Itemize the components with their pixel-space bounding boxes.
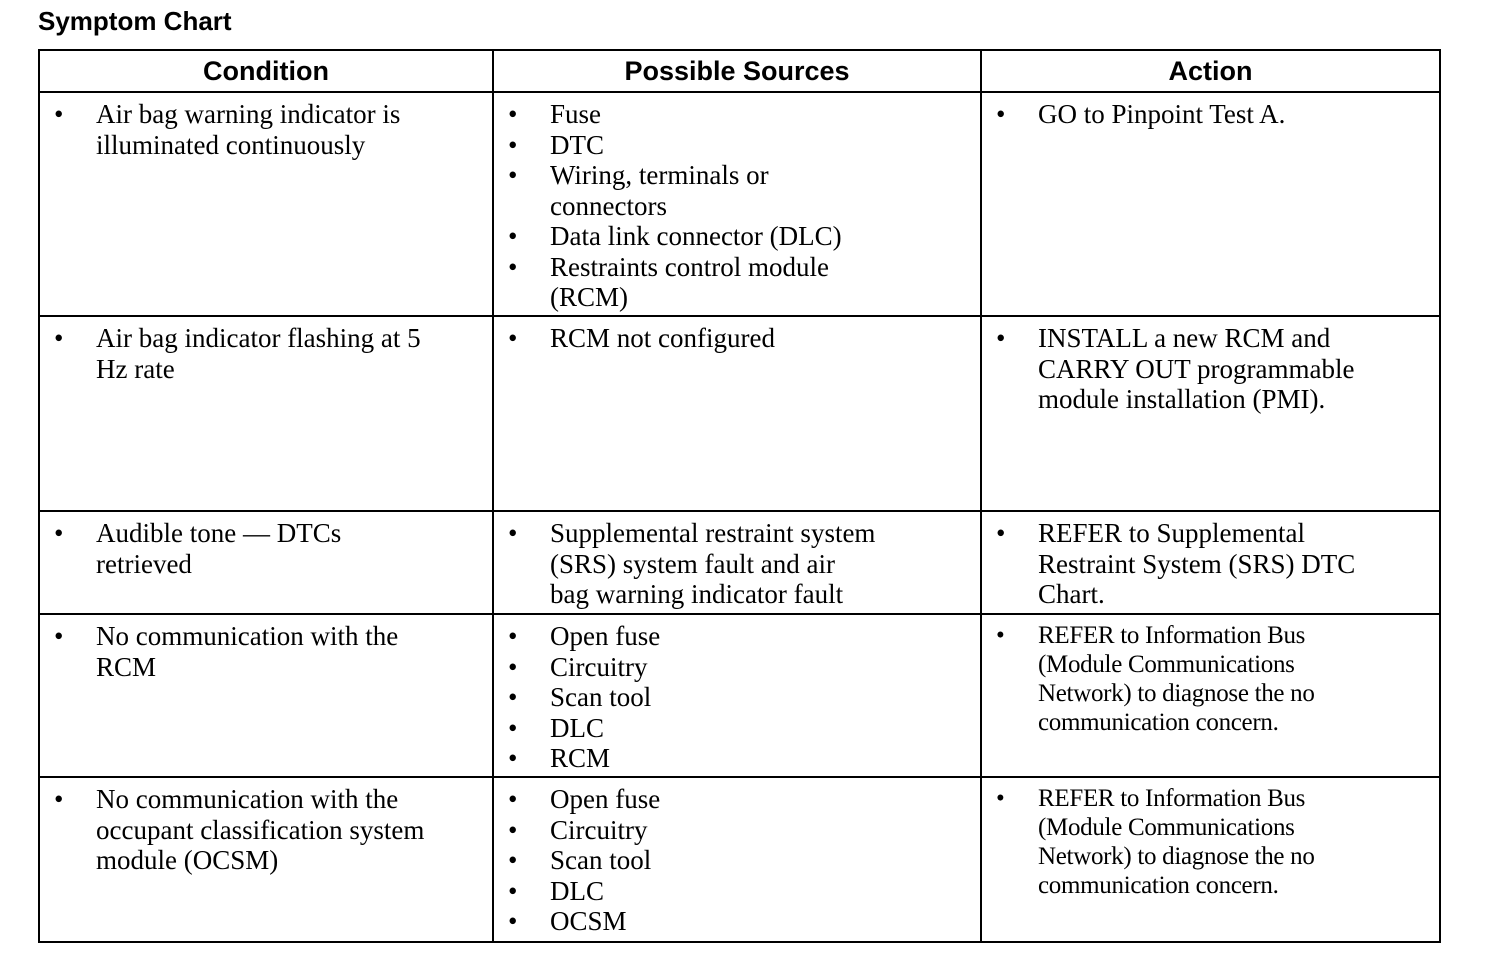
- sources-cell: [493, 316, 981, 511]
- list-item: [982, 323, 1439, 415]
- action-list: [982, 784, 1439, 900]
- action-cell: [981, 92, 1440, 316]
- bullet-icon: •: [54, 99, 64, 129]
- list-item: [494, 743, 980, 774]
- action-list: [982, 621, 1439, 737]
- bullet-icon: •: [996, 518, 1006, 548]
- list-item-text: Restraints control module (RCM): [550, 251, 829, 312]
- bullet-icon: •: [996, 99, 1006, 129]
- table-header-row: [39, 50, 1440, 92]
- list-item: [494, 784, 980, 815]
- list-item-text: REFER to Information Bus (Module Communications Network) to diagnose the no communication concern.: [1038, 785, 1315, 899]
- header-action: Action: [981, 50, 1440, 92]
- condition-list: [40, 323, 492, 384]
- bullet-icon: •: [508, 221, 518, 251]
- list-item: [40, 518, 492, 579]
- condition-cell: [39, 777, 493, 942]
- list-item: [494, 682, 980, 713]
- list-item: [494, 876, 980, 907]
- list-item-text: Open fuse: [550, 784, 661, 814]
- action-list: [982, 323, 1439, 415]
- bullet-icon: •: [508, 814, 518, 845]
- table-row: [39, 316, 1440, 511]
- sources-cell: [493, 511, 981, 614]
- bullet-icon: •: [508, 845, 518, 875]
- header-condition: Condition: [39, 50, 493, 92]
- condition-list: [40, 518, 492, 579]
- list-item: [494, 99, 980, 130]
- bullet-icon: •: [508, 129, 518, 160]
- sources-list: [494, 518, 980, 610]
- action-cell: [981, 777, 1440, 942]
- list-item-text: Fuse: [550, 99, 602, 129]
- sources-cell: [493, 614, 981, 777]
- sources-list: [494, 99, 980, 313]
- list-item: [494, 621, 980, 652]
- list-item-text: Wiring, terminals or connectors: [550, 160, 769, 221]
- list-item-text: Scan tool: [550, 845, 652, 875]
- list-item: [494, 252, 980, 313]
- list-item-text: Air bag indicator flashing at 5 Hz rate: [96, 323, 421, 384]
- table-row: [39, 614, 1440, 777]
- header-possible-sources: Possible Sources: [493, 50, 981, 92]
- action-cell: [981, 511, 1440, 614]
- list-item: [982, 99, 1439, 130]
- sources-list: [494, 323, 980, 354]
- condition-list: [40, 99, 492, 160]
- list-item-text: Circuitry: [550, 651, 648, 682]
- list-item: [40, 621, 492, 682]
- list-item: [494, 323, 980, 354]
- action-cell: [981, 316, 1440, 511]
- action-list: [982, 99, 1439, 130]
- list-item-text: No communication with the RCM: [96, 621, 399, 682]
- bullet-icon: •: [508, 518, 518, 548]
- bullet-icon: •: [508, 906, 518, 936]
- bullet-icon: •: [54, 323, 64, 353]
- list-item: [40, 323, 492, 384]
- list-item-text: RCM: [550, 743, 611, 773]
- bullet-icon: •: [54, 518, 64, 548]
- bullet-icon: •: [996, 323, 1006, 353]
- table-row: [39, 777, 1440, 942]
- list-item-text: DTC: [550, 129, 604, 160]
- list-item: [494, 713, 980, 744]
- list-item: [494, 160, 980, 221]
- bullet-icon: •: [508, 323, 518, 353]
- list-item: [40, 99, 492, 160]
- list-item-text: INSTALL a new RCM and CARRY OUT programmable module installation (PMI).: [1038, 323, 1355, 414]
- sources-cell: [493, 92, 981, 316]
- symptom-chart-table: [38, 49, 1441, 943]
- list-item-text: Data link connector (DLC): [550, 221, 842, 251]
- list-item-text: No communication with the occupant classification system module (OCSM): [96, 784, 425, 875]
- list-item: [982, 621, 1439, 737]
- list-item-text: Open fuse: [550, 621, 661, 651]
- list-item: [982, 518, 1439, 610]
- bullet-icon: •: [508, 743, 518, 773]
- list-item-text: REFER to Information Bus (Module Communications Network) to diagnose the no communication concern.: [1038, 622, 1315, 736]
- list-item-text: DLC: [550, 712, 604, 743]
- sources-cell: [493, 777, 981, 942]
- action-list: [982, 518, 1439, 610]
- list-item-text: RCM not configured: [550, 323, 775, 353]
- bullet-icon: •: [508, 784, 518, 814]
- list-item-text: Audible tone — DTCs retrieved: [96, 518, 342, 579]
- bullet-icon: •: [508, 712, 518, 743]
- condition-cell: [39, 92, 493, 316]
- page-title: Symptom Chart: [38, 6, 232, 36]
- list-item: [494, 845, 980, 876]
- list-item-text: Air bag warning indicator is illuminated continuously: [96, 99, 401, 160]
- bullet-icon: •: [996, 622, 1005, 649]
- list-item-text: Supplemental restraint system (SRS) system fault and air bag warning indicator fault: [550, 518, 876, 609]
- list-item-text: Circuitry: [550, 814, 648, 845]
- condition-list: [40, 621, 492, 682]
- list-item: [494, 221, 980, 252]
- list-item: [40, 784, 492, 876]
- condition-cell: [39, 511, 493, 614]
- list-item: [494, 815, 980, 846]
- table-row: [39, 92, 1440, 316]
- list-item-text: Scan tool: [550, 682, 652, 712]
- table-row: [39, 511, 1440, 614]
- list-item-text: DLC: [550, 875, 604, 906]
- list-item: [494, 906, 980, 937]
- list-item-text: OCSM: [550, 906, 627, 936]
- bullet-icon: •: [508, 621, 518, 651]
- bullet-icon: •: [996, 785, 1005, 812]
- bullet-icon: •: [508, 875, 518, 906]
- bullet-icon: •: [54, 621, 64, 651]
- list-item: [982, 784, 1439, 900]
- condition-cell: [39, 316, 493, 511]
- list-item-text: GO to Pinpoint Test A.: [1038, 99, 1286, 129]
- bullet-icon: •: [508, 160, 518, 190]
- list-item: [494, 518, 980, 610]
- bullet-icon: •: [508, 682, 518, 712]
- sources-list: [494, 621, 980, 774]
- sources-list: [494, 784, 980, 937]
- condition-cell: [39, 614, 493, 777]
- list-item: [494, 652, 980, 683]
- list-item-text: REFER to Supplemental Restraint System (SRS) DTC Chart.: [1038, 518, 1356, 609]
- bullet-icon: •: [54, 784, 64, 814]
- bullet-icon: •: [508, 99, 518, 129]
- bullet-icon: •: [508, 251, 518, 282]
- bullet-icon: •: [508, 651, 518, 682]
- list-item: [494, 130, 980, 161]
- action-cell: [981, 614, 1440, 777]
- condition-list: [40, 784, 492, 876]
